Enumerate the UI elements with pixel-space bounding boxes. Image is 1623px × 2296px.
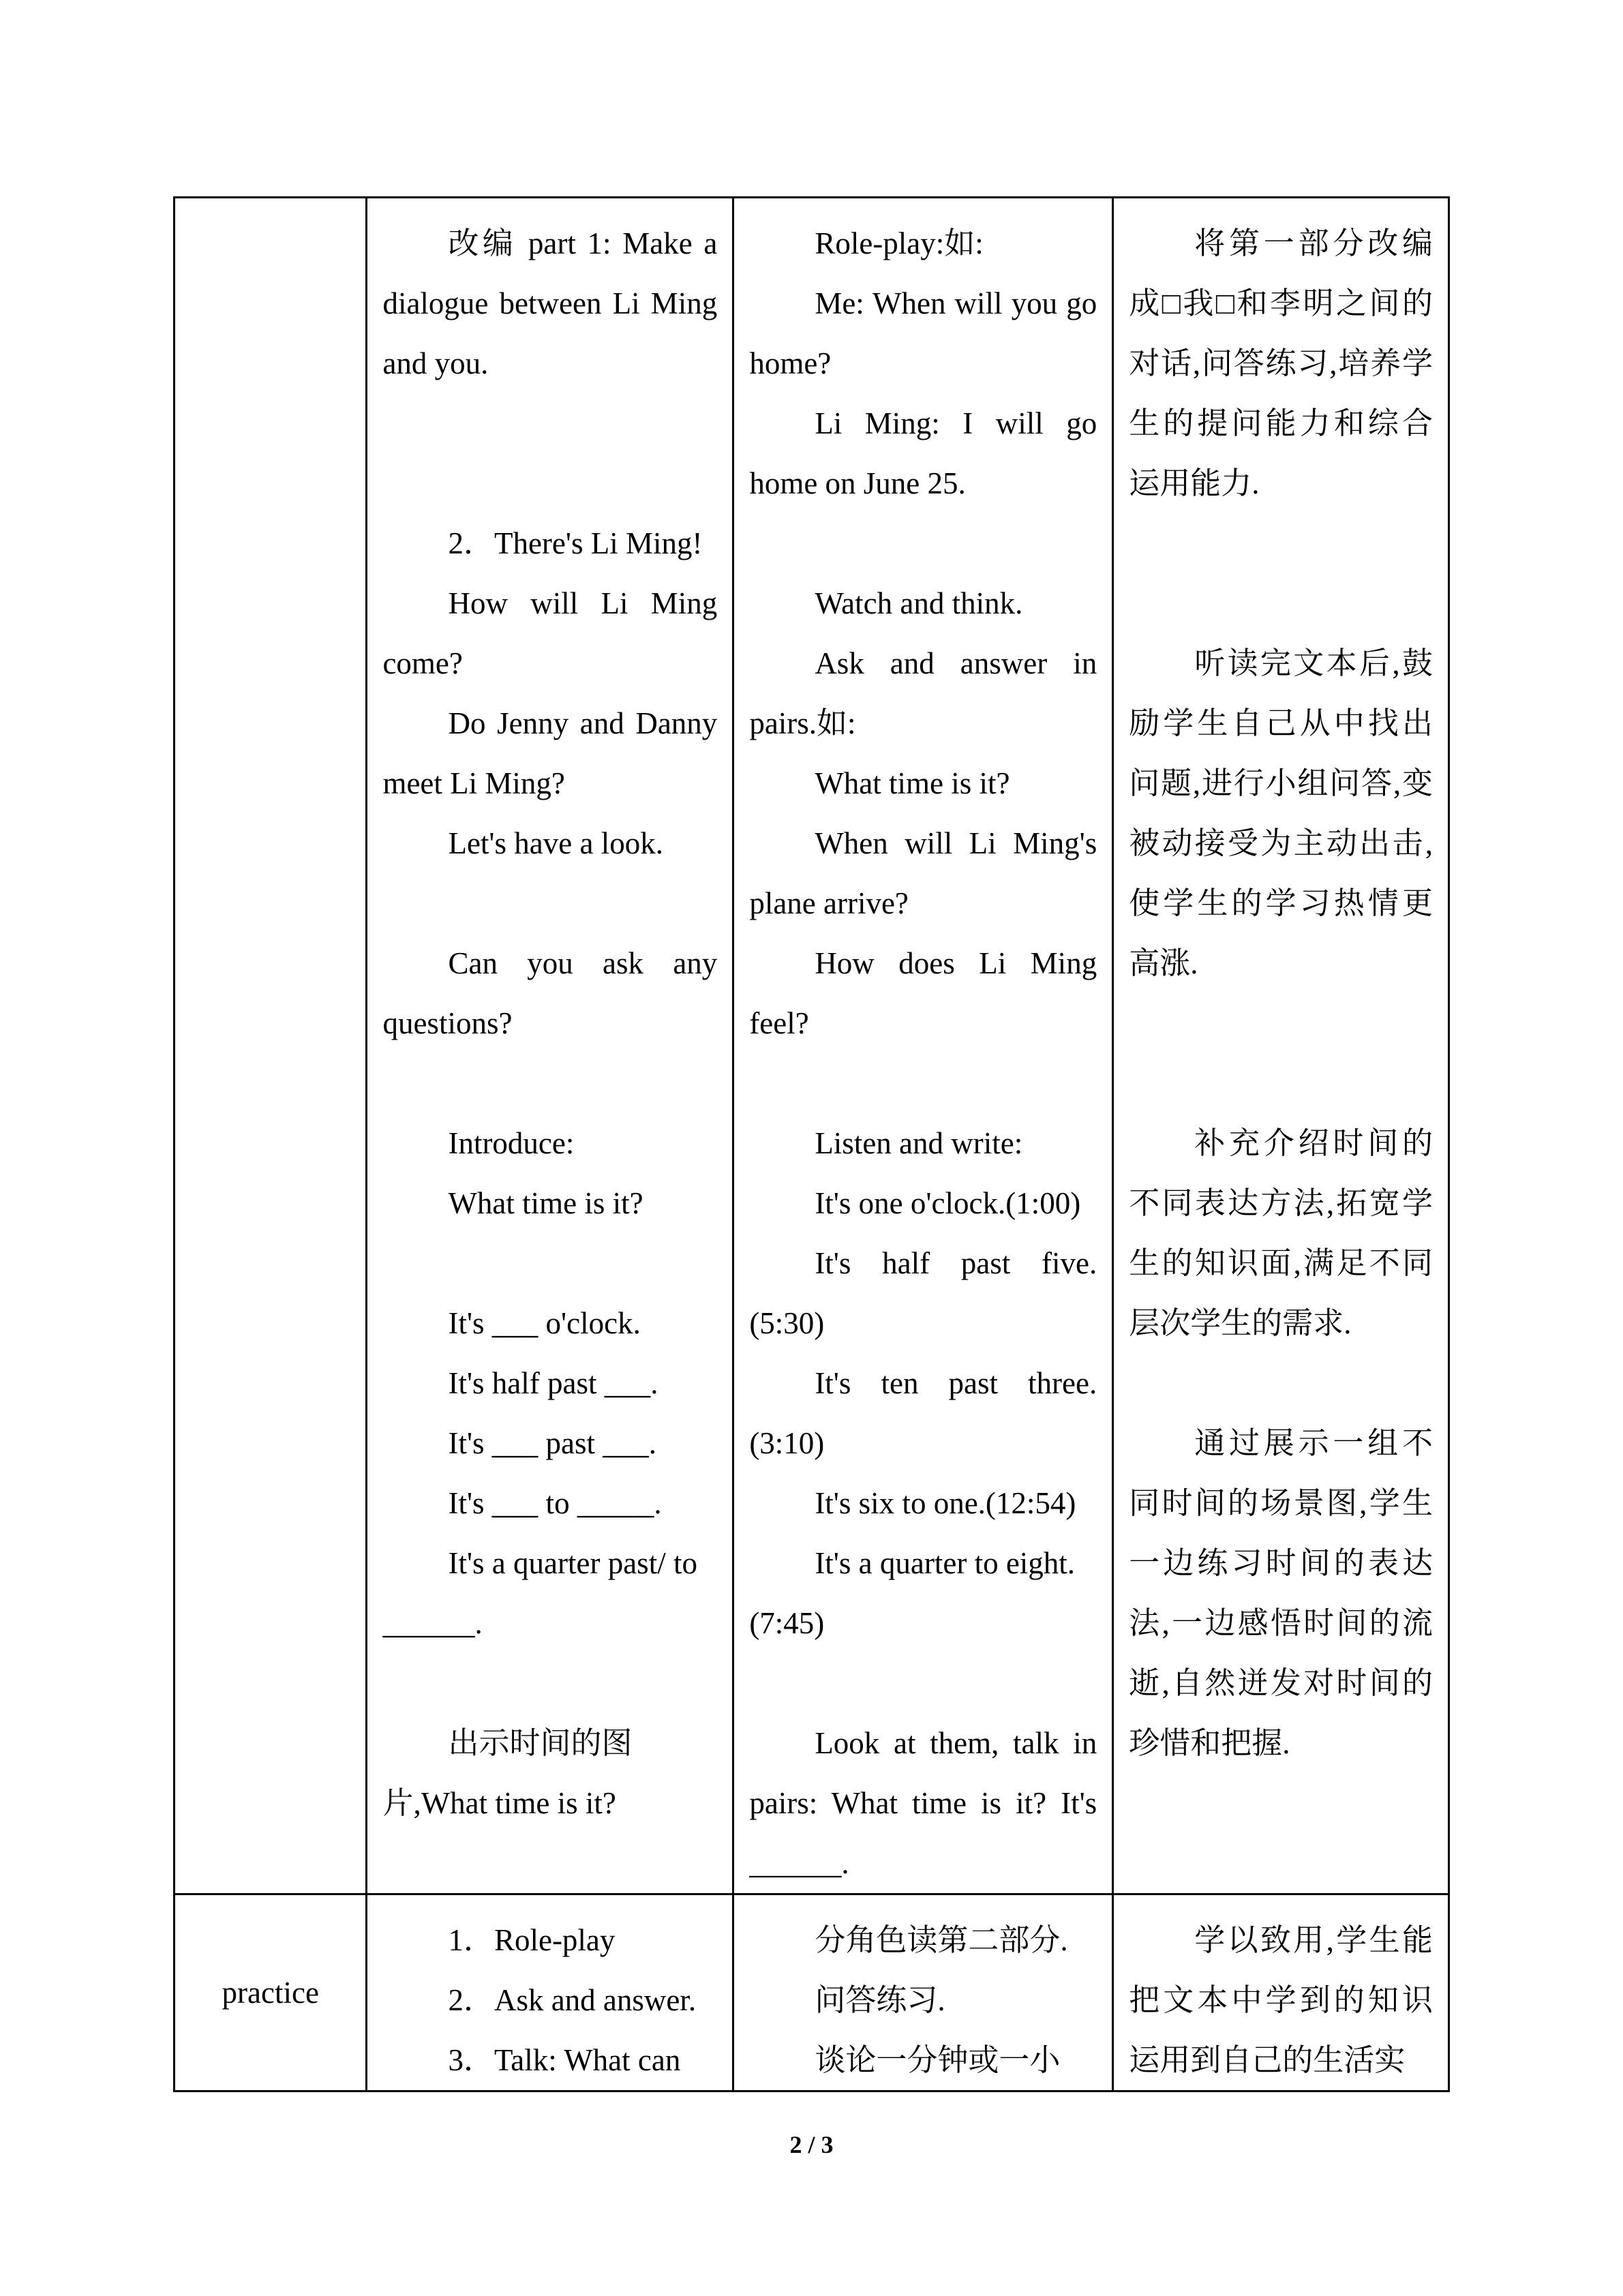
teacher-line: It's ___ o'clock. [448, 1306, 641, 1340]
student-line: It's one o'clock.(1:00) [815, 1186, 1081, 1220]
purpose-paragraph: 学以致用,学生能把文本中学到的知识运用到自己的生活实 [1129, 1923, 1433, 2077]
student-activity-cell [733, 198, 1113, 1894]
student-line: What time is it? [815, 766, 1010, 800]
purpose-paragraph: 通过展示一组不同时间的场景图,学生一边练习时间的表达法,一边感悟时间的流逝,自然迸发对时间的珍惜和把握. [1129, 1426, 1433, 1760]
purpose-paragraph: 补充介绍时间的不同表达方法,拓宽学生的知识面,满足不同层次学生的需求. [1129, 1126, 1433, 1340]
student-line: It's ten past three.(3:10) [749, 1366, 1097, 1460]
teacher-line: 2．There's Li Ming! [448, 526, 703, 560]
teacher-line: Introduce: [448, 1126, 575, 1160]
teacher-line: It's half past ___. [448, 1366, 658, 1400]
teacher-line: It's ___ past ___. [448, 1426, 657, 1460]
student-line: When will Li Ming's plane arrive? [749, 826, 1097, 920]
stage-cell-practice: practice [175, 1894, 367, 2091]
teacher-line: 1．Role-play [448, 1923, 616, 1957]
student-line: Watch and think. [815, 586, 1023, 620]
purpose-paragraph: 将第一部分改编成□我□和李明之间的对话,问答练习,培养学生的提问能力和综合运用能力. [1129, 226, 1433, 500]
teacher-line: 3．Talk: What can [448, 2043, 681, 2077]
stage-cell-empty [175, 198, 367, 1894]
student-activity-cell [733, 1894, 1113, 2091]
lesson-plan-table [173, 196, 1450, 2092]
teacher-line: It's a quarter past/ to ______. [382, 1546, 697, 1640]
teacher-line: 2．Ask and answer. [448, 1983, 697, 2017]
teacher-activity-cell [367, 1894, 733, 2091]
student-line: How does Li Ming feel? [749, 946, 1097, 1040]
student-line: 分角色读第二部分. [815, 1923, 1068, 1957]
teacher-activity-cell [367, 198, 733, 1894]
design-purpose-cell [1113, 1894, 1449, 2091]
page-number: 2 / 3 [789, 2131, 834, 2158]
student-line: Look at them, talk in pairs: What time is it? It's ______. [749, 1726, 1097, 1880]
student-line: Me: When will you go home? [749, 286, 1097, 380]
student-line: Listen and write: [815, 1126, 1023, 1160]
teacher-line: Let's have a look. [448, 826, 663, 860]
teacher-line: It's ___ to _____. [448, 1486, 662, 1520]
student-line: Role-play:如: [815, 226, 984, 260]
student-line: It's a quarter to eight.(7:45) [749, 1546, 1076, 1640]
student-line: It's half past five.(5:30) [749, 1246, 1097, 1340]
student-line: It's six to one.(12:54) [815, 1486, 1076, 1520]
table-row-presentation [175, 198, 1449, 1894]
student-line: Ask and answer in pairs.如: [749, 646, 1097, 740]
student-line: 谈论一分钟或一小 [815, 2043, 1061, 2077]
table-row-practice [175, 1894, 1449, 2091]
student-line: Li Ming: I will go home on June 25. [749, 406, 1097, 500]
teacher-line: 出示时间的图片,What time is it? [382, 1726, 633, 1820]
teacher-line: What time is it? [448, 1186, 643, 1220]
teacher-line: 改编 part 1: Make a dialogue between Li Ming and you. [382, 226, 718, 380]
purpose-paragraph: 听读完文本后,鼓励学生自己从中找出问题,进行小组问答,变被动接受为主动出击,使学生的学习热情更高涨. [1129, 646, 1433, 980]
design-purpose-cell [1113, 198, 1449, 1894]
teacher-line: How will Li Ming come? [382, 586, 718, 680]
student-line: 问答练习. [815, 1983, 945, 2017]
teacher-line: Do Jenny and Danny meet Li Ming? [382, 706, 718, 800]
teacher-line: Can you ask any questions? [382, 946, 718, 1040]
